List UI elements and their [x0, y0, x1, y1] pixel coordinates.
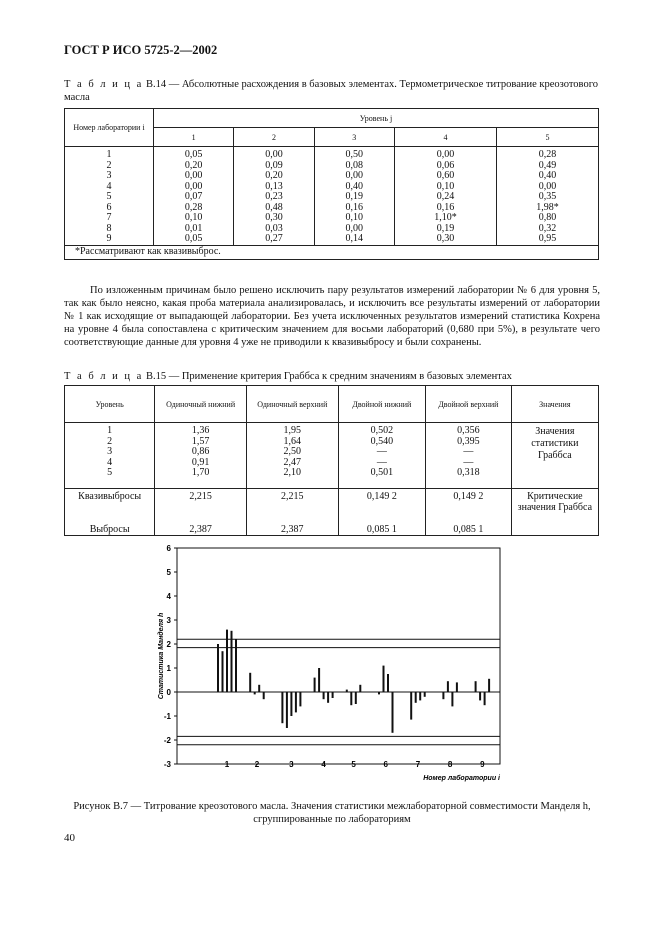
table-row: [65, 192, 599, 203]
bar: [378, 692, 380, 694]
lab-number: 8: [65, 224, 154, 235]
x-axis-title: Номер лаборатории i: [423, 775, 500, 782]
table-cell: 0,00: [154, 182, 234, 193]
critical-values-note: Критические значения Граббса: [511, 489, 598, 536]
o-value: 0,085 1: [453, 524, 484, 535]
q-single-low: [155, 489, 247, 536]
bar: [355, 692, 357, 704]
bar: [318, 668, 320, 692]
x-tick-label: 7: [415, 760, 421, 769]
table-cell: 0,19: [394, 224, 496, 235]
table-14-caption: [64, 78, 604, 104]
outlier-label-text: Выбросы: [89, 524, 130, 535]
table-cell: 0,20: [234, 171, 314, 182]
bar: [314, 678, 316, 692]
table-row: [65, 161, 599, 172]
table-cell: 0,60: [394, 171, 496, 182]
table-cell: 0,08: [314, 161, 394, 172]
table-cell: 0,00: [154, 171, 234, 182]
table-cell: 0,20: [154, 161, 234, 172]
table-cell: 0,49: [496, 161, 598, 172]
level-header: 2: [234, 128, 314, 147]
bar: [359, 685, 361, 692]
table-cell: 0,05: [154, 234, 234, 245]
table-cell: 1,57: [191, 435, 210, 447]
single-low-cell: [155, 423, 247, 489]
lab-number: 9: [65, 234, 154, 245]
table-row: [65, 213, 599, 224]
table-cell: 0,16: [394, 203, 496, 214]
table-cell: 0,24: [394, 192, 496, 203]
table-cell: 0,27: [234, 234, 314, 245]
table-15-header-row: [65, 386, 599, 423]
y-tick-label: -2: [163, 736, 171, 745]
table-15-header: Двойной верхний: [426, 386, 512, 423]
bar: [447, 681, 449, 692]
y-tick-label: 0: [166, 688, 171, 697]
table-15-header: Значения: [511, 386, 598, 423]
bar: [415, 692, 417, 703]
table-cell: 0,19: [314, 192, 394, 203]
col-lab-header: Номер лаборатории i: [65, 109, 154, 147]
table-cell: —: [463, 456, 474, 468]
bar: [286, 692, 288, 728]
table-14-note: *Рассматривают как квазивыброс.: [65, 245, 599, 259]
o-value: 2,387: [189, 524, 212, 535]
table-cell: —: [376, 456, 387, 468]
bar: [327, 692, 329, 703]
table-cell: 3: [107, 446, 113, 457]
values-label-cell: Значения статистики Граббса: [511, 423, 598, 489]
table-label: Т а б л и ц а: [64, 79, 144, 90]
table-cell: 0,03: [234, 224, 314, 235]
y-tick-label: 5: [166, 568, 171, 577]
y-tick-label: 3: [166, 616, 171, 625]
bar: [387, 674, 389, 692]
bar: [392, 692, 394, 733]
y-tick-label: -1: [163, 712, 171, 721]
table-15-header: Двойной нижний: [338, 386, 426, 423]
x-tick-label: 9: [480, 760, 485, 769]
table-cell: 0,91: [191, 456, 210, 468]
table-cell: 0,356: [457, 425, 480, 436]
table-cell: 0,00: [314, 224, 394, 235]
page-number: 40: [64, 832, 75, 844]
x-tick-label: 6: [383, 760, 388, 769]
lab-number: 2: [65, 161, 154, 172]
y-tick-label: 6: [166, 544, 171, 553]
table-cell: —: [376, 446, 387, 457]
x-tick-label: 8: [447, 760, 453, 769]
bar: [383, 666, 385, 692]
table-cell: 0,30: [234, 213, 314, 224]
table-cell: 0,23: [234, 192, 314, 203]
col-level-header: Уровень j: [154, 109, 599, 128]
y-tick-label: 2: [166, 640, 171, 649]
table-cell: 4: [107, 456, 113, 468]
level-header: 4: [394, 128, 496, 147]
table-cell: 0,28: [154, 203, 234, 214]
bar: [258, 685, 260, 692]
bar: [479, 692, 481, 700]
table-cell: 2,50: [283, 446, 302, 457]
plot-frame: [177, 548, 500, 764]
table-cell: 0,00: [314, 171, 394, 182]
q-value: 0,149 2: [366, 491, 397, 502]
table-cell: 0,10: [314, 213, 394, 224]
q-double-high: [426, 489, 512, 536]
table-cell: 0,40: [496, 171, 598, 182]
table-cell: 0,28: [496, 147, 598, 161]
bar: [410, 692, 412, 720]
table-row: [65, 203, 599, 214]
table-cell: 0,05: [154, 147, 234, 161]
table-cell: 1,98*: [496, 203, 598, 214]
table-cell: 5: [107, 467, 113, 478]
q-value: 2,215: [281, 491, 304, 502]
table-cell: 0,10: [154, 213, 234, 224]
bar: [263, 692, 265, 699]
table-cell: 0,80: [496, 213, 598, 224]
lab-number: 7: [65, 213, 154, 224]
bar: [226, 630, 228, 692]
table-cell: 1: [107, 425, 113, 436]
x-tick-label: 2: [254, 760, 260, 769]
table-14: [64, 108, 599, 260]
bar: [235, 639, 237, 692]
table-cell: 0,14: [314, 234, 394, 245]
bar: [290, 692, 292, 716]
table-cell: 0,09: [234, 161, 314, 172]
body-paragraph: По изложенным причинам было решено исключить пару результатов измерений лаборатории № 6 для уровня 5, так как было неясно, какая проба материала анализировалась, и исключить все результаты измерений от лаборатории № 1 как исходящие от выпадающей лаборатории. Без учета исключенных результатов измерений статистика Кохрена на уровне 4 была сопоставлена с критическим значением для восьми лабораторий (0,680 при 5%), в результате чего соответствующие данные для уровня 4 уже не приводили к квазивыбросу и были сохранены.: [64, 285, 600, 348]
q-single-high: [246, 489, 338, 536]
table-cell: 0,40: [314, 182, 394, 193]
x-tick-label: 5: [351, 760, 356, 769]
table-cell: 1,10*: [394, 213, 496, 224]
table-cell: 1,36: [191, 425, 210, 436]
table-cell: 0,318: [457, 467, 480, 478]
table-cell: 0,13: [234, 182, 314, 193]
bar: [475, 681, 477, 692]
table-cell: 0,35: [496, 192, 598, 203]
q-value: 0,149 2: [453, 491, 484, 502]
quasi-label: [65, 489, 155, 536]
x-tick-label: 3: [289, 760, 294, 769]
lab-number: 4: [65, 182, 154, 193]
y-tick-label: 4: [166, 592, 171, 601]
o-value: 0,085 1: [366, 524, 397, 535]
double-high-cell: [426, 423, 512, 489]
table-cell: —: [463, 446, 474, 457]
table-cell: 0,502: [370, 425, 394, 436]
y-axis-title: Статистика Манделя h: [158, 612, 165, 700]
x-tick-label: 4: [321, 760, 326, 769]
q-value: 2,215: [189, 491, 212, 502]
table-cell: 2: [107, 435, 113, 447]
table-row: [65, 182, 599, 193]
table-14-caption-text: В.14 — Абсолютные расхождения в базовых элементах. Термометрическое титрование креозотового масла: [64, 79, 598, 103]
table-cell: 0,00: [394, 147, 496, 161]
lab-number: 1: [65, 147, 154, 161]
bar: [488, 679, 490, 692]
x-tick-label: 1: [224, 760, 230, 769]
quasi-label-text: Квазивыбросы: [78, 491, 142, 502]
bar: [281, 692, 283, 723]
bar: [323, 692, 325, 699]
table-cell: 0,16: [314, 203, 394, 214]
q-double-low: [338, 489, 426, 536]
bar: [424, 692, 426, 697]
table-15-header: Одиночный нижний: [155, 386, 247, 423]
table-15: [64, 385, 599, 536]
table-cell: 0,540: [370, 435, 394, 447]
lab-number: 3: [65, 171, 154, 182]
table-cell: 0,00: [234, 147, 314, 161]
table-row: [65, 147, 599, 161]
bar: [419, 692, 421, 700]
lab-number: 5: [65, 192, 154, 203]
level-header: 1: [154, 128, 234, 147]
table-row: [65, 234, 599, 245]
bar: [254, 692, 256, 694]
table-cell: 1,70: [191, 467, 210, 478]
single-high-cell: [246, 423, 338, 489]
bar: [222, 651, 224, 692]
bar: [299, 692, 301, 706]
table-cell: 0,06: [394, 161, 496, 172]
document-header: ГОСТ Р ИСО 5725-2—2002: [64, 43, 218, 57]
table-label: Т а б л и ц а: [64, 371, 144, 382]
table-15-caption: [64, 370, 604, 383]
table-cell: 1,64: [283, 435, 302, 447]
double-low-cell: [338, 423, 426, 489]
bar: [332, 692, 334, 698]
table-cell: 1,95: [283, 425, 302, 436]
table-cell: 0,395: [457, 435, 480, 447]
table-15-header: Уровень: [65, 386, 155, 423]
levels-cell: [65, 423, 155, 489]
y-tick-label: 1: [166, 664, 171, 673]
table-14-body: [65, 147, 599, 246]
table-cell: 0,10: [394, 182, 496, 193]
bar: [456, 682, 458, 692]
table-cell: 0,48: [234, 203, 314, 214]
bar: [295, 692, 297, 712]
table-cell: 0,501: [370, 467, 394, 478]
table-cell: 2,10: [283, 467, 302, 478]
table-row: [65, 224, 599, 235]
table-cell: 0,30: [394, 234, 496, 245]
table-row: [65, 171, 599, 182]
o-value: 2,387: [281, 524, 304, 535]
level-header: 5: [496, 128, 598, 147]
bar: [249, 673, 251, 692]
level-header: 3: [314, 128, 394, 147]
table-cell: 0,50: [314, 147, 394, 161]
table-cell: 0,01: [154, 224, 234, 235]
y-tick-label: -3: [163, 760, 171, 769]
table-cell: 0,00: [496, 182, 598, 193]
lab-number: 6: [65, 203, 154, 214]
bar: [217, 644, 219, 692]
bar: [484, 692, 486, 705]
table-cell: 0,32: [496, 224, 598, 235]
bar: [451, 692, 453, 706]
bar: [346, 690, 348, 692]
mandel-h-chart: [155, 540, 515, 785]
table-cell: 0,07: [154, 192, 234, 203]
bar: [231, 631, 233, 692]
bar: [350, 692, 352, 705]
bar: [442, 692, 444, 699]
figure-caption: Рисунок В.7 — Титрование креозотового масла. Значения статистики межлабораторной совместимости Манделя h, сгруппированные по лабораториям: [73, 801, 591, 825]
table-cell: 0,95: [496, 234, 598, 245]
table-cell: 2,47: [283, 456, 302, 468]
table-15-caption-text: В.15 — Применение критерия Граббса к средним значениям в базовых элементах: [143, 371, 512, 382]
table-cell: 0,86: [191, 446, 210, 457]
table-15-header: Одиночный верхний: [246, 386, 338, 423]
